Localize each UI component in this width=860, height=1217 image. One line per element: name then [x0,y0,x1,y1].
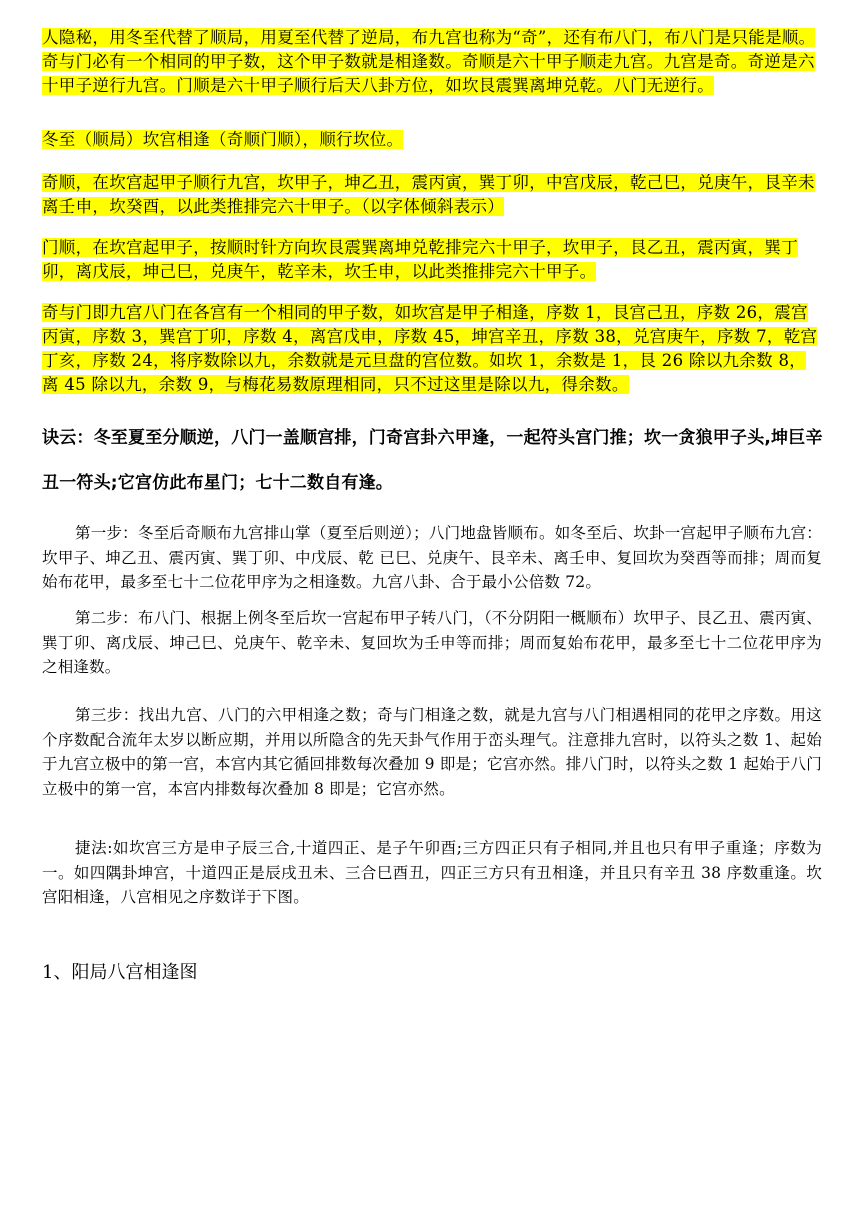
highlight-text: 人隐秘，用冬至代替了顺局，用夏至代替了逆局，布九宫也称为“奇”，还有布八门，布八门是只能是顺。奇与门必有一个相同的甲子数，这个甲子数就是相逢数。奇顺是六十甲子顺走九宫。九宫是奇。奇逆是六十甲子逆行九宫。门顺是六十甲子顺行后天八卦方位，如坎艮震巽离坤兑乾。八门无逆行。 [42,28,816,95]
step-paragraph-1: 第一步：冬至后奇顺布九宫排山掌（夏至后则逆）；八门地盘皆顺布。如冬至后、坎卦一宫起甲子顺布九宫：坎甲子、坤乙丑、震丙寅、巽丁卯、中戊辰、乾 已巳、兑庚午、艮辛未、离壬申、复回坎为癸酉等而排；周而复始布花甲，最多至七十二位花甲序为之相逢数。九宫八卦、合于最小公倍数 72。 [42,524,822,591]
highlight-text: 奇与门即九宫八门在各宫有一个相同的甲子数，如坎宫是甲子相逢，序数 1，艮宫己丑，序数 26，震宫丙寅，序数 3，巽宫丁卯，序数 4，离宫戊申，序数 45，坤宫辛丑，序数 38，兑宫庚午，序数 7，乾宫丁亥，序数 24，将序数除以九，余数就是元旦盘的宫位数。如坎 1，余数是 1，艮 26 除以九余数 8，离 45 除以九，余数 9，与梅花易数原理相同，只不过这里是除以九，得余数。 [42,303,818,394]
highlight-text: 奇顺，在坎宫起甲子顺行九宫，坎甲子，坤乙丑，震丙寅，巽丁卯，中宫戊辰，乾己巳，兑庚午，艮辛未离壬申，坎癸酉，以此类推排完六十甲子。（以字体倾斜表示） [42,173,815,216]
verse-formula: 诀云：冬至夏至分顺逆，八门一盖顺宫排，门奇宫卦六甲逢，一起符头宫门推；坎一贪狼甲子头,坤巨辛丑一符头;它宫仿此布星门；七十二数自有逢。 [42,428,823,493]
highlighted-paragraph-5 [42,301,822,397]
step-paragraph-3: 第三步：找出九宫、八门的六甲相逢之数；奇与门相逢之数，就是九宫与八门相遇相同的花甲之序数。用这个序数配合流年太岁以断应期，并用以所隐含的先天卦气作用于峦头理气。注意排九宫时，以符头之数 1、起始于九宫立极中的第一宫，本宫内其它循回排数每次叠加 9 即是；它宫亦然。排八门时，以符头之数 1 起始于八门立极中的第一宫，本宫内排数每次叠加 8 即是；它宫亦然。 [42,706,822,798]
section-heading: 1、阳局八宫相逢图 [42,962,198,983]
highlighted-paragraph-3 [42,171,822,219]
highlighted-paragraph-4 [42,236,822,284]
highlighted-paragraph-2 [42,128,822,152]
highlight-text: 门顺，在坎宫起甲子，按顺时针方向坎艮震巽离坤兑乾排完六十甲子，坎甲子，艮乙丑，震丙寅，巽丁卯，离戊辰，坤己巳，兑庚午，乾辛未，坎壬申，以此类推排完六十甲子。 [42,238,798,281]
step-paragraph-2: 第二步：布八门、根据上例冬至后坎一宫起布甲子转八门，（不分阴阳一概顺布）坎甲子、艮乙丑、震丙寅、巽丁卯、离戊辰、坤己巳、兑庚午、乾辛未、复回坎为壬申等而排；周而复始布花甲，最多至七十二位花甲序为之相逢数。 [42,609,822,676]
step-paragraph-4: 捷法:如坎宫三方是申子辰三合,十道四正、是子午卯酉;三方四正只有子相同,并且也只有甲子重逢；序数为一。如四隅卦坤宫，十道四正是辰戌丑未、三合巳酉丑，四正三方只有丑相逢，并且只有辛丑 38 序数重逢。坎宫阳相逢，八宫相见之序数详于下图。 [42,839,822,906]
highlighted-paragraph-1 [42,26,822,98]
highlight-text: 冬至（顺局）坎宫相逢（奇顺门顺），顺行坎位。 [42,130,404,149]
